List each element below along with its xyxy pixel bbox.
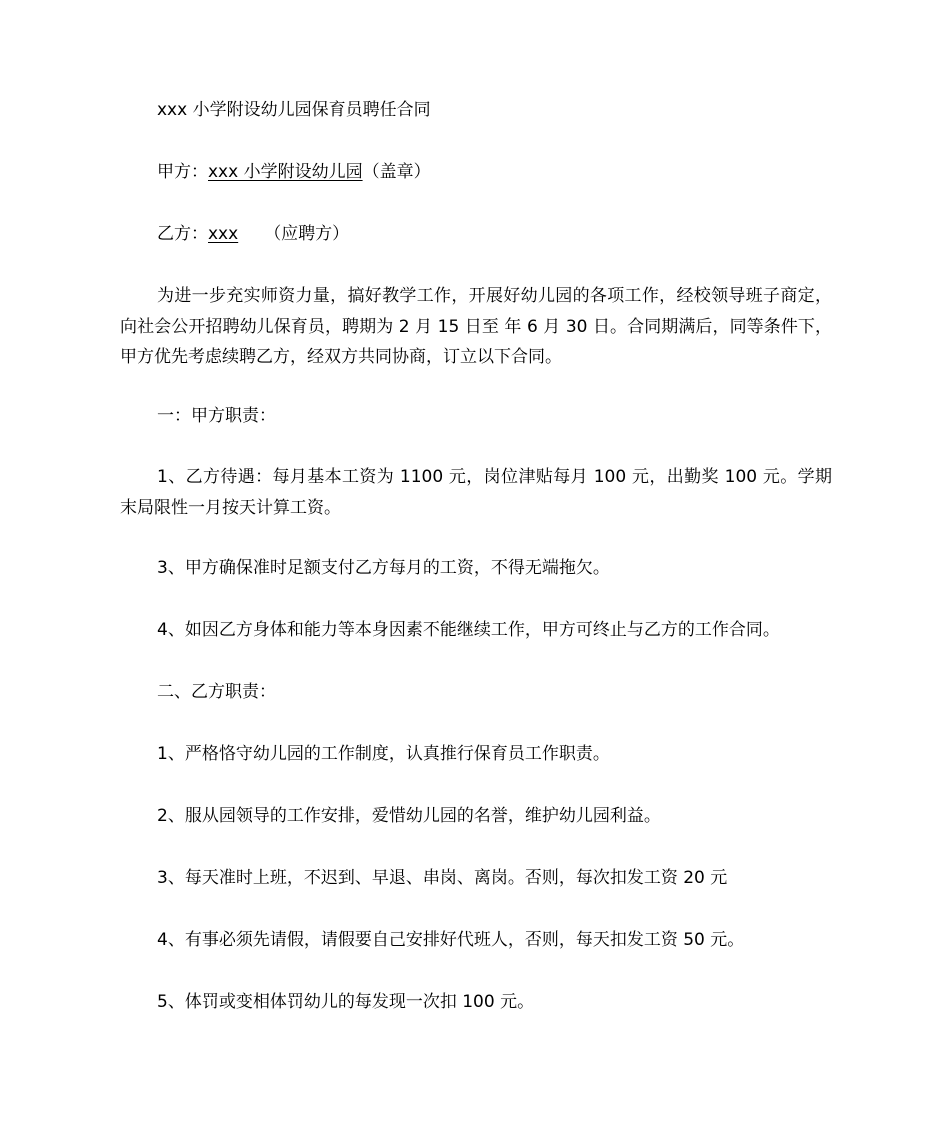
section1-heading: 一：甲方职责： <box>157 406 276 426</box>
section1-item: 1、乙方待遇：每月基本工资为 1100 元，岗位津贴每月 100 元，出勤奖 100 元。学期末局限性一月按天计算工资。 <box>120 467 832 518</box>
section2-heading: 二、乙方职责： <box>157 682 276 702</box>
section2-item: 2、服从园领导的工作安排，爱惜幼儿园的名誉，维护幼儿园利益。 <box>157 806 661 826</box>
section2-item: 4、有事必须先请假，请假要自己安排好代班人，否则，每天扣发工资 50 元。 <box>157 930 745 950</box>
section1-item: 4、如因乙方身体和能力等本身因素不能继续工作，甲方可终止与乙方的工作合同。 <box>157 620 780 640</box>
intro-paragraph: 为进一步充实师资力量，搞好教学工作，开展好幼儿园的各项工作，经校领导班子商定，向社会公开招聘幼儿保育员，聘期为 2 月 15 日至 年 6 月 30 日。合同期满后，同等条件下，甲方优先考虑续聘乙方，经双方共同协商，订立以下合同。 <box>120 286 832 367</box>
section1-item: 3、甲方确保准时足额支付乙方每月的工资，不得无端拖欠。 <box>157 558 610 578</box>
section2-item: 3、每天准时上班，不迟到、早退、串岗、离岗。否则，每次扣发工资 20 元 <box>157 868 728 888</box>
party-b-line <box>120 219 869 249</box>
party-a-label: 甲方： <box>157 162 208 182</box>
party-b-suffix: （应聘方） <box>264 224 350 244</box>
party-a-suffix: （盖章） <box>362 162 431 182</box>
party-b-label: 乙方： <box>157 224 208 244</box>
section2-item: 5、体罚或变相体罚幼儿的每发现一次扣 100 元。 <box>157 992 535 1012</box>
contract-title: xxx 小学附设幼儿园保育员聘任合同 <box>157 100 431 120</box>
party-a-name: xxx 小学附设幼儿园 <box>208 162 363 182</box>
section2-item: 1、严格恪守幼儿园的工作制度，认真推行保育员工作职责。 <box>157 744 610 764</box>
party-a-line <box>120 157 869 187</box>
party-b-name: xxx <box>208 224 239 244</box>
